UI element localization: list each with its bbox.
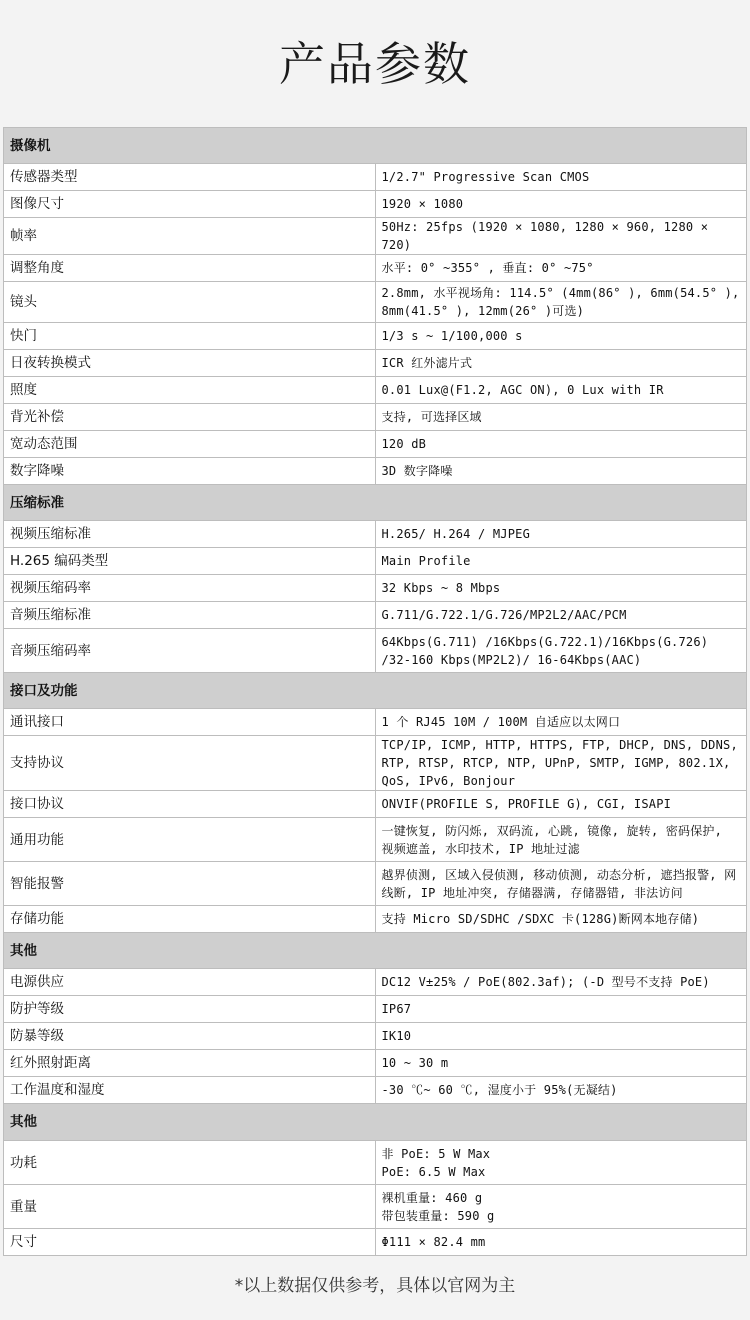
spec-row — [4, 431, 747, 458]
spec-value: 1920 × 1080 — [375, 191, 747, 218]
page-title: 产品参数 — [279, 37, 471, 91]
spec-row — [4, 404, 747, 431]
section-title: 其他 — [4, 933, 747, 969]
section-header — [4, 933, 747, 969]
spec-value: 非 PoE: 5 W Max PoE: 6.5 W Max — [375, 1141, 747, 1185]
spec-label: 背光补偿 — [4, 404, 376, 431]
spec-row — [4, 969, 747, 996]
spec-row — [4, 164, 747, 191]
section-title: 接口及功能 — [4, 673, 747, 709]
spec-value: -30 ℃~ 60 ℃, 湿度小于 95%(无凝结) — [375, 1077, 747, 1104]
spec-row — [4, 818, 747, 862]
spec-label: 宽动态范围 — [4, 431, 376, 458]
spec-row — [4, 736, 747, 791]
spec-row — [4, 1050, 747, 1077]
spec-row — [4, 709, 747, 736]
spec-label: 功耗 — [4, 1141, 376, 1185]
section-title: 其他 — [4, 1104, 747, 1141]
spec-row — [4, 1185, 747, 1229]
section-header — [4, 673, 747, 709]
spec-value: 0.01 Lux@(F1.2, AGC ON), 0 Lux with IR — [375, 377, 747, 404]
spec-value: G.711/G.722.1/G.726/MP2L2/AAC/PCM — [375, 602, 747, 629]
spec-label: 快门 — [4, 323, 376, 350]
section-header — [4, 128, 747, 164]
spec-row — [4, 191, 747, 218]
spec-label: 尺寸 — [4, 1229, 376, 1256]
spec-value: Φ111 × 82.4 mm — [375, 1229, 747, 1256]
spec-table — [3, 127, 747, 1256]
spec-label: 音频压缩码率 — [4, 629, 376, 673]
spec-value: IP67 — [375, 996, 747, 1023]
spec-row — [4, 282, 747, 323]
spec-label: 镜头 — [4, 282, 376, 323]
spec-label: 红外照射距离 — [4, 1050, 376, 1077]
spec-row — [4, 255, 747, 282]
section-header — [4, 1104, 747, 1141]
spec-label: 支持协议 — [4, 736, 376, 791]
spec-value: 支持 Micro SD/SDHC /SDXC 卡(128G)断网本地存储) — [375, 906, 747, 933]
spec-label: 传感器类型 — [4, 164, 376, 191]
spec-value: 支持, 可选择区域 — [375, 404, 747, 431]
spec-label: 防暴等级 — [4, 1023, 376, 1050]
spec-row — [4, 521, 747, 548]
spec-value: ICR 红外滤片式 — [375, 350, 747, 377]
spec-value: ONVIF(PROFILE S, PROFILE G), CGI, ISAPI — [375, 791, 747, 818]
spec-value: 1/2.7" Progressive Scan CMOS — [375, 164, 747, 191]
spec-label: 视频压缩码率 — [4, 575, 376, 602]
spec-label: 电源供应 — [4, 969, 376, 996]
spec-label: 帧率 — [4, 218, 376, 255]
spec-label: 通讯接口 — [4, 709, 376, 736]
spec-row — [4, 323, 747, 350]
spec-value: 3D 数字降噪 — [375, 458, 747, 485]
spec-value: 64Kbps(G.711) /16Kbps(G.722.1)/16Kbps(G.726) /32-160 Kbps(MP2L2)/ 16-64Kbps(AAC) — [375, 629, 747, 673]
spec-label: 存储功能 — [4, 906, 376, 933]
spec-label: 照度 — [4, 377, 376, 404]
spec-value: 越界侦测, 区域入侵侦测, 移动侦测, 动态分析, 遮挡报警, 网线断, IP 地址冲突, 存储器满, 存储器错, 非法访问 — [375, 862, 747, 906]
spec-value: DC12 V±25% / PoE(802.3af); (-D 型号不支持 PoE) — [375, 969, 747, 996]
spec-row — [4, 862, 747, 906]
spec-value: 2.8mm, 水平视场角: 114.5° (4mm(86° ), 6mm(54.5° ), 8mm(41.5° ), 12mm(26° )可选) — [375, 282, 747, 323]
spec-row — [4, 1141, 747, 1185]
spec-row — [4, 218, 747, 255]
spec-value: 32 Kbps ~ 8 Mbps — [375, 575, 747, 602]
spec-row — [4, 1077, 747, 1104]
spec-value: 1/3 s ~ 1/100,000 s — [375, 323, 747, 350]
spec-row — [4, 548, 747, 575]
spec-value: 120 dB — [375, 431, 747, 458]
spec-value: 一键恢复, 防闪烁, 双码流, 心跳, 镜像, 旋转, 密码保护, 视频遮盖, 水印技术, IP 地址过滤 — [375, 818, 747, 862]
spec-value: Main Profile — [375, 548, 747, 575]
spec-row — [4, 1023, 747, 1050]
spec-row — [4, 629, 747, 673]
spec-row — [4, 1229, 747, 1256]
spec-row — [4, 602, 747, 629]
spec-row — [4, 906, 747, 933]
spec-row — [4, 791, 747, 818]
spec-value: IK10 — [375, 1023, 747, 1050]
spec-value: 50Hz: 25fps (1920 × 1080, 1280 × 960, 1280 × 720) — [375, 218, 747, 255]
spec-value: TCP/IP, ICMP, HTTP, HTTPS, FTP, DHCP, DNS, DDNS, RTP, RTSP, RTCP, NTP, UPnP, SMTP, IGMP, 802.1X, QoS, IPv6, Bonjour — [375, 736, 747, 791]
spec-label: 防护等级 — [4, 996, 376, 1023]
spec-value: H.265/ H.264 / MJPEG — [375, 521, 747, 548]
spec-label: 图像尺寸 — [4, 191, 376, 218]
disclaimer-note: *以上数据仅供参考，具体以官网为主 — [234, 1276, 516, 1296]
spec-row — [4, 575, 747, 602]
spec-label: 音频压缩标准 — [4, 602, 376, 629]
spec-label: 智能报警 — [4, 862, 376, 906]
spec-row — [4, 458, 747, 485]
spec-label: 视频压缩标准 — [4, 521, 376, 548]
spec-label: 重量 — [4, 1185, 376, 1229]
spec-label: 通用功能 — [4, 818, 376, 862]
spec-value: 10 ~ 30 m — [375, 1050, 747, 1077]
spec-label: 调整角度 — [4, 255, 376, 282]
section-title: 摄像机 — [4, 128, 747, 164]
spec-row — [4, 350, 747, 377]
spec-label: 日夜转换模式 — [4, 350, 376, 377]
spec-row — [4, 377, 747, 404]
spec-value: 裸机重量: 460 g 带包装重量: 590 g — [375, 1185, 747, 1229]
spec-label: H.265 编码类型 — [4, 548, 376, 575]
section-header — [4, 485, 747, 521]
spec-label: 接口协议 — [4, 791, 376, 818]
spec-row — [4, 996, 747, 1023]
spec-label: 数字降噪 — [4, 458, 376, 485]
spec-label: 工作温度和湿度 — [4, 1077, 376, 1104]
spec-value: 水平: 0° ~355° , 垂直: 0° ~75° — [375, 255, 747, 282]
spec-value: 1 个 RJ45 10M / 100M 自适应以太网口 — [375, 709, 747, 736]
section-title: 压缩标准 — [4, 485, 747, 521]
